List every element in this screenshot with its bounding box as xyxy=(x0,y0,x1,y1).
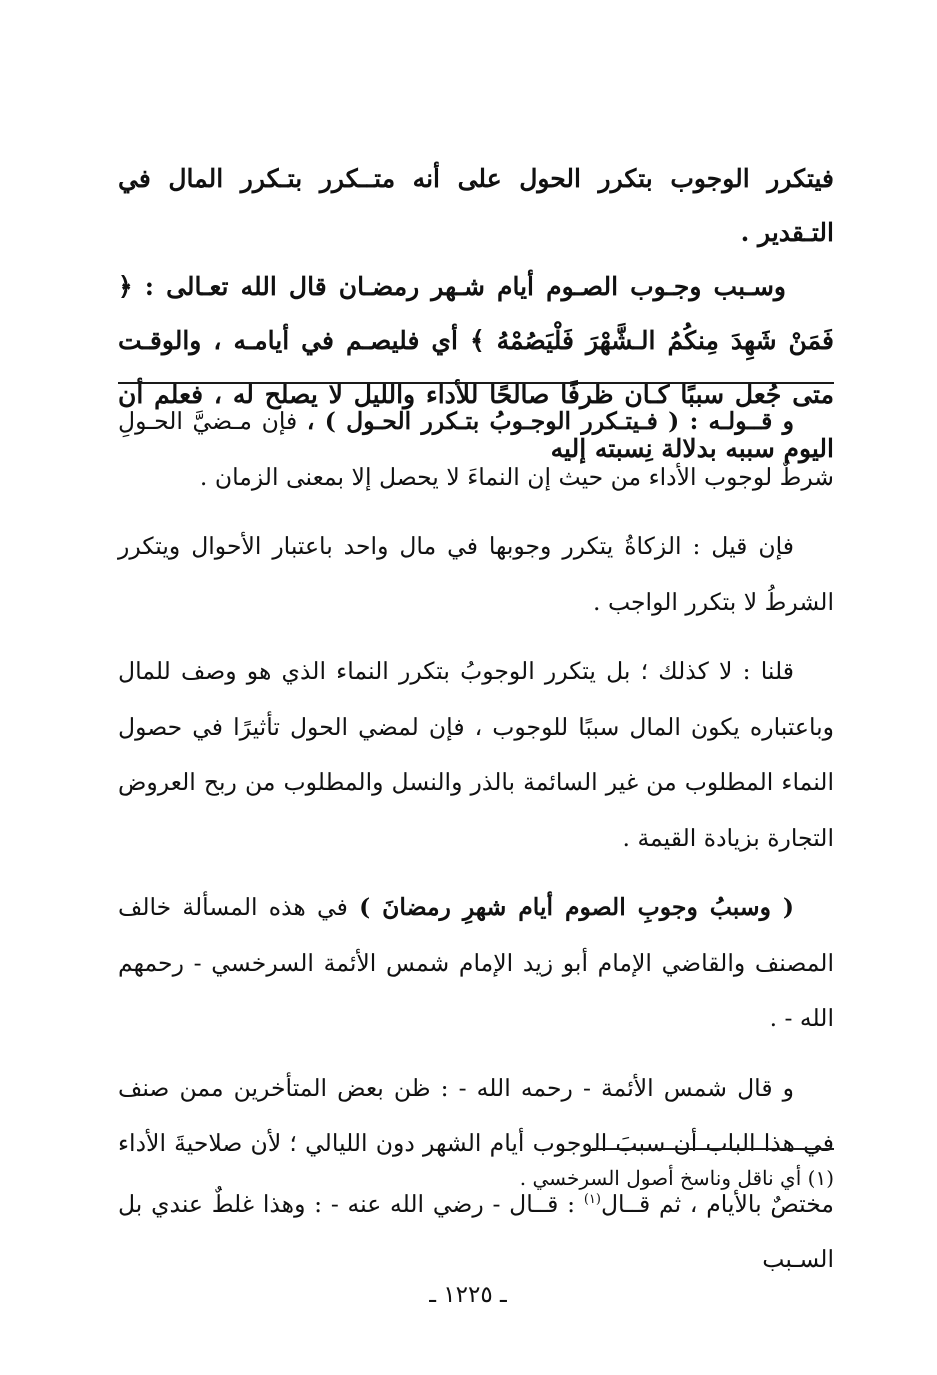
commentary-paragraph-2: فإن قيل : الزكاةُ يتكرر وجوبها في مال واحد باعتبار الأحوال ويتكرر الشرطُ لا بتكرر الواجب . xyxy=(118,532,834,616)
commentary-paragraph-4 xyxy=(118,880,834,1047)
main-text-divider xyxy=(118,382,834,384)
commentary-text-5b: : قــال - رضي الله عنه - : وهذا غلطٌ عندي بل السـبب xyxy=(118,1189,834,1273)
commentary-paragraph-1 xyxy=(118,394,834,505)
commentary-text-5a: و قال شمس الأئمة - رحمه الله - : ظن بعض المتأخرين ممن صنف في هذا الباب أن سببَ الوجوب أيام الشهر دون الليالي ؛ لأن صلاحيةَ الأداء مختصٌ بالأيام ، ثم قــال xyxy=(118,1073,834,1218)
commentary-quote-1: و قــولـه : ( فـيتـكرر الوجـوبُ بتـكرر الحـول ) ، xyxy=(306,407,794,435)
commentary-text-4: في هذه المسألة خالف المصنف والقاضي الإمام أبو زيد الإمام شمس الأئمة السرخسي - رحمهم الله - . xyxy=(118,893,834,1032)
commentary-text-1: فإن مـضيَّ الحـولِ شرطٌ لوجوب الأداء من حيث إن النماءَ لا يحصل إلا بمعنى الزمان . xyxy=(118,407,834,491)
main-text-line-1: فيتكرر الوجوب بتكرر الحول على أنه متــكرر بتـكرر المال في التـقدير . xyxy=(118,164,834,247)
footnote: (١) أي ناقل وناسخ أصول السرخسي . xyxy=(519,1166,834,1190)
footnote-divider xyxy=(592,1148,834,1150)
commentary-paragraph-3: قلنا : لا كذلك ؛ بل يتكرر الوجوبُ بتكرر النماء الذي هو وصف للمال وباعتباره يكون المال سببًا للوجوب ، فإن لمضي الحول تأثيرًا في حصول النماء المطلوب من غير السائمة بالذر والنسل والمطلوب من ربح العروض التجارة بزيادة القيمة . xyxy=(118,657,834,852)
footnote-reference: (١) xyxy=(583,1191,601,1207)
commentary-quote-4: ( وسببُ وجوبِ الصوم أيام شهرِ رمضانَ ) xyxy=(359,893,794,921)
page-number: ـ ١٢٢٥ ـ xyxy=(429,1282,507,1308)
main-text-paragraph-2: وسـبب وجـوب الصـوم أيام شـهر رمضـان قال الله تعـالى : ﴿ فَمَنْ شَهِدَ مِنكُمُ الـشَّهْرَ فَلْيَصُمْهُ ﴾ أي فليصـم في أيامـه ، والوقـت متى جُعل سببًا كـان ظرفًا صالحًا للأداء والليل لا يصلح له ، فعلم أن اليوم سببه بدلالة نِسبته إليه xyxy=(118,272,834,463)
